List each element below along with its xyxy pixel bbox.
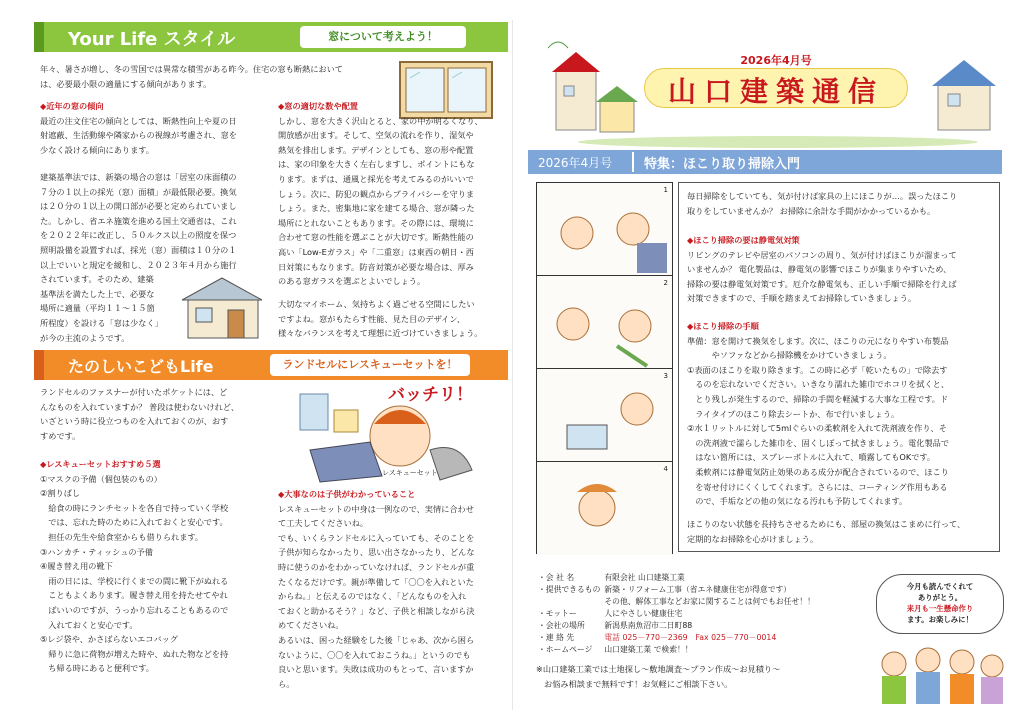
newsletter-title: 山口建築通信 (667, 75, 884, 108)
placement-section: ◆窓の適切な数や配置 しかし、窓を大きく沢山とると、家の中が明るくなり、 開放感が出ます。そして、空気の流れを作り、湿気や 熱気を排出します。デザインとしても、窓の形や配置 は、家の印象を大きく左右しますし、ポイントにもな ります。まずは、通風と採光を考えてみるのがいいで しょう。次に、防犯の観点からプライバシーを守りま しょう。また、密集地に家を建てる場合、窓が隣った 場所にとれないこともあります。その際には、環境に 合わせて窓の性能を選ぶことが大切です。断熱性能の 高い「Low-Eガラス」や「二重窓」は東西の朝日・西 日対策にもなります。防音対策が必要な場合は、厚み のある窓ガラスを選ぶとよいでしょう。 (278, 101, 483, 287)
page-divider (512, 20, 513, 710)
masthead (548, 30, 1008, 148)
comic-panel-3: 3 (537, 369, 672, 462)
comic-panel-1: 1 (537, 183, 672, 276)
footer-note: ※山口建築工業では土地探し～敷地調査～プラン作成～お見積り～ お悩み相談まで無料です！お気軽にご相談下さい。 (536, 664, 781, 689)
rescue-list: ◆レスキューセットおすすめ５選 ①マスクの予備（個包装のもの） ②割りばし 給食の時にランチセットを各自で持っていく学校 では、忘れた時のために入れておくと安心です。 担任の先生や給食室からも借りられます。 ③ハンカチ・ティッシュの予備 ④履き替え用の靴下 雨の日には、学校に行くまでの間に靴下がぬれる こともよくあります。履き替え用を持たせてやれ ばいいのですが、うっかり忘れることもあるので 入れておくと安心です。 ⑤レジ袋や、かさばらないエコバッグ 帰りに急に荷物が増えた時や、ぬれた物などを持 ち帰る時にあると便利です。 (40, 459, 229, 674)
intro-text: 年々、暑さが増し、冬の雪国では異常な積雪がある昨今。住宅の窓も断熱において は、必要最小限の適量にする傾向があります。 (40, 64, 343, 89)
kids-tag: ランドセルにレスキューセットを！ (270, 354, 470, 376)
banner-title: Your Life スタイル (68, 29, 236, 50)
kids-intro: ランドセルのファスナーが付いたポケットには、ど んなものを入れていますか？ 普段は使わないけれど、 いざという時に役立つものを入れておくのが、おす すめです。 (40, 387, 240, 441)
kids-banner-title: たのしいこどもLife (68, 357, 214, 376)
feature-bar (528, 150, 1002, 174)
feature-article: 毎日掃除をしていても、気が付けば家具の上にほこりが…。誤ったほこり 取りをしていませんか？ お掃除に余計な手間がかかっているかも。 ◆ほこり掃除の要は静電気対策 リビングのテレビや居室のパソコンの周り、気が付けばほこりが溜まって いませんか？ 電化製品は、静電気の影響でほこりが集まりやすいため、 掃除の要は静電気対策です。厄介な静電気も、正しい手順で掃除を行えば 対策できますので、手順を踏まえてお掃除していきましょう。 ◆ほこり掃除の手順 準備：窓を開けて換気をします。次に、ほこりの元になりやすい布製品 やソファなどから掃除機をかけていきましょう。 ①表面のほこりを取り除きます。この時に必ず「乾いたもの」で除去す るのを忘れないでください。いきなり濡れた雑巾でホコリを拭くと、 とり残しが発生するので、掃除の手間を軽減する大事な工程です。ド ライタイプのほこり除去シートか、布で行いましょう。 ②水１リットルに対して5mlぐらいの柔軟剤を入れて洗剤液を作り、そ の洗剤液で濡らした雑巾を、固くしぼって拭きましょう。電化製品で はない箇所には、スプレーボトルに入れて、噴霧してもOKです。 柔軟剤には静電気防止効果のある成分が配合されているので、ほこり を寄せ付けにくくしてくれます。さらには、コーティング作用もある ので、手垢などの他の気になる汚れも予防してくれます。 ほこりのない状態を長持ちさせるためにも、部屋の換気はこまめに行って、 定期的なお掃除を心がけましょう。 (678, 182, 1000, 552)
company-info: ・会 社 名 有限会社 山口建築工業 ・提供できるもの 新築・リフォーム工事（省エネ健康住宅が得意です） その他、解体工事などお家に関することは何でもお任せ！！ ・モットー 人にやさしい健康住宅 ・会社の場所 新潟県南魚沼市二日町88 ・連 絡 先 電話 025－770－2369 Fax 025－770－0014 ・ホームページ 山口建築工業 で検索！！ (538, 573, 815, 654)
comic-panel-4: 4 (537, 462, 672, 555)
batchiri-text: バッチリ！ (388, 385, 473, 405)
comic-strip (536, 182, 673, 554)
comic-panel-2: 2 (537, 276, 672, 369)
rescue-set-label: レスキューセット (382, 469, 438, 477)
kids-understanding-section: ◆大事なのは子供がわかっていること レスキューセットの中身は一例なので、実情に合わせ て工夫してくださいね。 でも、いくらランドセルに入っていても、そのことを 子供が知らなかったり、思い出さなかったり、どんな 時に使うのかをわかっていなければ、ランドセルが重 たくなるだけです。親が準備して「〇〇を入れといた からね。」と伝えるのではなく、「どんなものを入れ ておくと助かるそう？」など、子供と相談しながら決 めてくださいね。 あるいは、困った経験をした後「じゃあ、次から困ら ないように、〇〇を入れておこうね。」というのでも 良いと思います。失敗は成功のもとって、言いますか ら。 (278, 489, 475, 689)
feature-issue: 2026年4月号 (538, 156, 613, 170)
trend-section: ◆近年の窓の傾向 最近の注文住宅の傾向としては、断熱性向上や夏の日 射遮蔽、生活動線や隣家からの視線が考慮され、窓を 少なく設ける傾向にあります。 (40, 101, 237, 155)
kids-illustration (290, 380, 480, 484)
issue-date: 2026年4月号 (740, 54, 812, 67)
feature-title: 特集：ほこり取り掃除入門 (644, 157, 801, 172)
law-section: 建築基準法では、新築の場合の窓は「居室の床面積の ７分の１以上の採光（窓）面積」が最低限必要。換気 は２０分の１以上の開口部が必要と定められていまし た。しかし、省エネ施策を進める国土交通省は、これ を２０２２年に改正し、５０ルクス以上の照度を保つ 照明設備を設置すれば、採光（窓）面積は１０分の１ 以上でいいと規定を緩和し、２０２３年４月から施行 されています。そのため、建築 基準法を満たした上で、必要な 場所に適量（平均１１～１５箇 所程度）を設ける「窓は少なく」 が今の主流のようです。 (40, 172, 237, 343)
staff-illustration: 今月も読んでくれて ありがとう。 来月も一生懸命作り ます。お楽しみに！ (868, 574, 1008, 706)
window-tag: 窓について考えよう！ (300, 26, 466, 48)
house-illustration (176, 274, 268, 340)
homepage-link[interactable]: 山口建築工業 で検索！！ (604, 645, 693, 654)
placement-closing: 大切なマイホーム、気持ちよく過ごせる空間にしたい ですよね。窓がもたらす性能、見た目のデザイン、 様々なバランスを考えて理想に近づけていきましょう。 (278, 299, 483, 339)
